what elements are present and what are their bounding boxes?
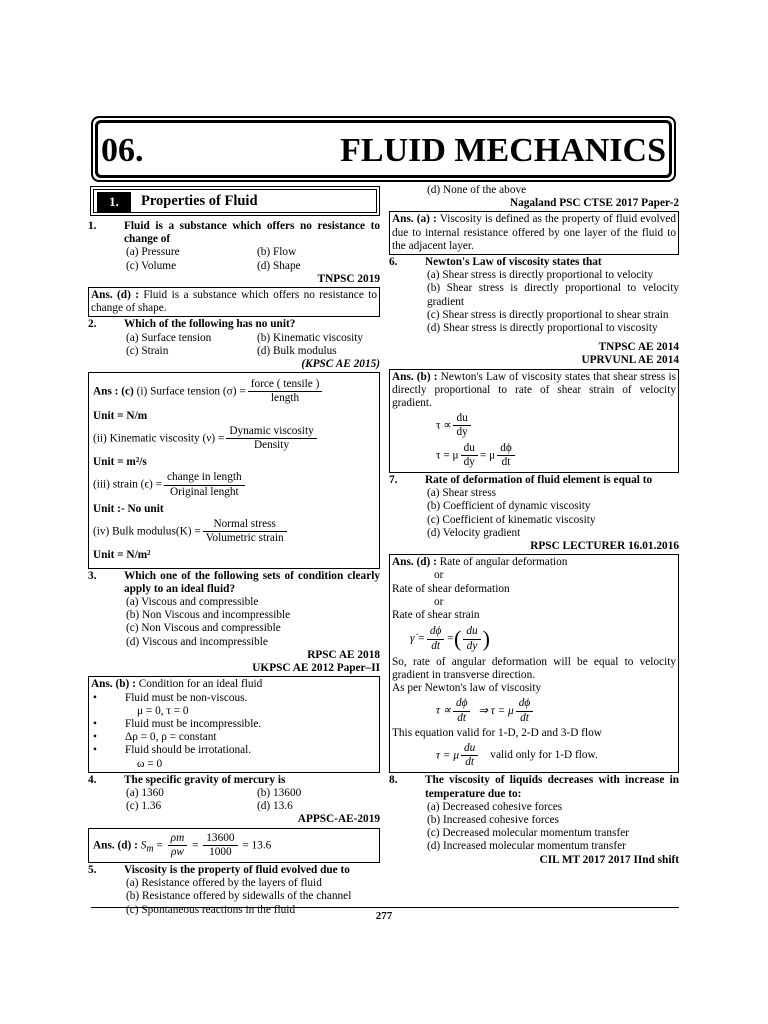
equals-sign: =	[156, 838, 163, 851]
option-d: (d) Viscous and incompressible	[126, 635, 268, 648]
equals-sign: =	[446, 632, 455, 645]
question-text: Rate of deformation of fluid element is equal to	[425, 474, 653, 487]
numerator: dϕ	[427, 625, 445, 639]
denominator: 1000	[209, 845, 232, 858]
answer-text: Rate of angular deformation	[439, 556, 568, 569]
answer-text: Newton's Law of viscosity states that shear stress is directly proportional to rate of shear strain of velocity gradient.	[392, 370, 676, 410]
question-text: Which one of the following sets of condition clearly apply to an ideal fluid?	[124, 569, 380, 595]
numerator: change in length	[164, 471, 245, 485]
section-title: Properties of Fluid	[141, 193, 258, 209]
option-d: (d) Bulk modulus	[257, 344, 337, 357]
option-d: (d) None of the above	[427, 184, 527, 196]
unit-line: Unit = N/m	[93, 409, 148, 422]
unit-line: Unit = N/m²	[93, 549, 151, 562]
option-a: (a) Decreased cohesive forces	[427, 800, 563, 813]
footer-rule	[91, 907, 679, 908]
options-row	[88, 800, 380, 813]
formula-label: τ ∝	[436, 419, 452, 432]
bullet-text: Fluid must be non-viscous.	[125, 691, 248, 704]
unit-line: Unit :- No unit	[93, 502, 164, 515]
formula-label: (iii) strain (ϵ) =	[93, 478, 162, 491]
numerator: du	[461, 442, 478, 456]
answer-text: As per Newton's law of viscosity	[392, 682, 542, 695]
question-number: 7.	[389, 474, 398, 487]
bullet-item: • Fluid should be irrotational.	[93, 744, 252, 757]
answer-label: Ans. (d) :	[392, 556, 437, 569]
numerator: dϕ	[516, 697, 534, 711]
options-row	[88, 260, 380, 273]
option-b: (b) Non Viscous and incompressible	[126, 609, 291, 622]
question-text: Which of the following has no unit?	[124, 318, 296, 331]
answer-box: Ans. (d) : Rate of angular deformation or Rate of shear deformation or Rate of shear strain γ̇ = $\frac{d\phi}{dt}$ =( $\frac{du}{dy}$ ) So, rate of angular deformation will be equal to velocity gradient in transverse direction. As per Newton's law of viscosity τ ∝ $\frac{d\phi}{dt}$ ⇒ τ = μ $\frac{d\phi}{dt}$ This equation valid for 1-D, 2-D and 3-D flow τ = μ $\frac{du}{dt}$ valid only for 1-D flow.	[389, 554, 679, 773]
fraction	[453, 697, 471, 724]
option-c: (c) Strain	[126, 344, 169, 357]
options-row	[88, 246, 380, 259]
fraction	[164, 471, 245, 498]
option-c: (c) Non Viscous and compressible	[126, 622, 281, 635]
question-7	[389, 474, 679, 487]
answer-label: Ans. (d) :	[93, 838, 138, 851]
option-d: (d) Velocity gradient	[427, 526, 521, 539]
option-b: (b) Flow	[257, 246, 297, 259]
option-b: (b) Increased cohesive forces	[427, 813, 560, 826]
bullet-text: Δρ = 0, ρ = constant	[125, 731, 217, 744]
denominator: dt	[501, 455, 511, 468]
fraction	[516, 697, 534, 724]
denominator: length	[270, 392, 300, 405]
question-number: 6.	[389, 256, 398, 269]
question-text: Viscosity is the property of fluid evolved due to	[124, 863, 350, 876]
bullet-subtext: ω = 0	[137, 757, 163, 770]
bullet-text: Fluid should be irrotational.	[125, 744, 252, 757]
numerator: du	[461, 742, 478, 756]
numerator: Normal stress	[203, 518, 287, 532]
option-b: (b) Kinematic viscosity	[257, 331, 364, 344]
fraction	[248, 378, 323, 405]
fraction	[463, 625, 480, 652]
fraction	[497, 442, 515, 469]
formula-subscript: m	[146, 843, 154, 855]
answer-box	[88, 676, 380, 772]
exam-source: UKPSC AE 2012 Paper–II	[252, 662, 380, 675]
answer-text: This equation valid for 1-D, 2-D and 3-D flow	[392, 726, 602, 739]
result: = 13.6	[242, 838, 272, 851]
option-a: (a) Shear stress	[427, 487, 497, 500]
denominator: dt	[457, 711, 467, 724]
answer-label: Ans. (b) :	[392, 370, 438, 383]
option-b: (b) Resistance offered by sidewalls of the channel	[126, 890, 352, 903]
option-d: (d) Increased molecular momentum transfer	[427, 840, 626, 853]
numerator: 13600	[203, 832, 237, 846]
exam-source: CIL MT 2017 2017 IInd shift	[539, 853, 679, 866]
numerator: ρm	[168, 832, 188, 846]
question-text: Newton's Law of viscosity states that	[425, 256, 602, 269]
denominator: dt	[465, 756, 475, 769]
denominator: ρw	[170, 845, 184, 858]
unit-line: Unit = m²/s	[93, 456, 147, 469]
question-number: 3.	[88, 569, 97, 582]
question-number: 1.	[88, 220, 97, 232]
answer-box	[88, 287, 380, 317]
page-number: 277	[375, 910, 393, 922]
option-c: (c) Spontaneous reactions in the fluid	[126, 903, 296, 916]
exam-source: (KPSC AE 2015)	[301, 358, 380, 371]
answer-box	[389, 369, 679, 473]
right-column	[389, 184, 679, 867]
question-number: 4.	[88, 773, 97, 786]
answer-label: Ans : (c)	[93, 385, 134, 398]
option-a: (a) 1360	[126, 786, 164, 799]
exam-source: APPSC-AE-2019	[297, 813, 380, 826]
exam-source: UPRVUNL AE 2014	[581, 354, 679, 367]
answer-text: Condition for an ideal fluid	[138, 678, 263, 691]
denominator: Original lenght	[169, 485, 239, 498]
answer-label: Ans. (d) :	[91, 289, 139, 302]
question-6	[389, 256, 679, 269]
option-c: (c) Coefficient of kinematic viscosity	[427, 513, 596, 526]
exam-source: TNPSC 2019	[317, 272, 380, 285]
answer-box	[88, 372, 380, 568]
answer-box	[389, 211, 679, 255]
question-number: 5.	[88, 863, 97, 876]
formula-symbol: S	[140, 838, 147, 851]
answer-text: So, rate of angular deformation will be equal to velocity gradient in transverse direction.	[392, 655, 676, 681]
formula-label: γ̇ =	[410, 632, 425, 645]
option-a: (a) Surface tension	[126, 331, 212, 344]
numerator: du	[463, 625, 480, 639]
answer-text: Fluid is a substance which offers no resistance to change of shape.	[91, 289, 377, 315]
option-text: (d) Shear stress is directly proportional to viscosity	[427, 322, 658, 335]
section-heading	[90, 186, 380, 216]
denominator: Density	[253, 439, 290, 452]
numerator: du	[453, 412, 470, 426]
answer-text: or	[434, 569, 444, 582]
fraction	[461, 742, 478, 769]
question-text: The specific gravity of mercury is	[124, 773, 286, 786]
fraction	[226, 425, 316, 452]
question-4	[88, 774, 380, 787]
denominator: dy	[456, 426, 468, 439]
formula-label: = μ	[479, 448, 496, 461]
option-text: (b) Shear stress is directly proportional to velocity gradient	[427, 282, 679, 308]
fraction	[203, 832, 237, 859]
option-c	[389, 309, 679, 322]
option-text: (c) Shear stress is directly proportional to shear strain	[427, 308, 669, 321]
question-text: Fluid is a substance which offers no resistance to change of	[124, 220, 380, 246]
exam-source: Nagaland PSC CTSE 2017 Paper-2	[509, 197, 679, 210]
fraction	[168, 832, 188, 859]
option-c: (c) Volume	[126, 259, 177, 272]
bullet-item: • Fluid must be non-viscous.	[93, 691, 248, 704]
question-5	[88, 864, 380, 877]
bullet-subtext: μ = 0, τ = 0	[137, 704, 189, 717]
question-2	[88, 318, 380, 331]
question-1	[88, 220, 380, 246]
bullet-item: • Δρ = 0, ρ = constant	[93, 731, 217, 744]
answer-text: Viscosity is defined as the property of fluid evolved due to internal resistance offered by one layer of the fluid to the adjacent layer.	[392, 213, 676, 252]
option-d: (d) 13.6	[257, 800, 293, 813]
question-8	[389, 774, 679, 800]
left-column	[88, 186, 380, 917]
formula-note: valid only for 1-D flow.	[490, 749, 598, 762]
question-number: 8.	[389, 774, 398, 787]
option-c: (c) Decreased molecular momentum transfer	[427, 827, 629, 840]
section-number: 1.	[97, 192, 131, 212]
formula-label: τ ∝	[436, 704, 451, 717]
fraction	[453, 412, 470, 439]
formula-label: (ii) Kinematic viscosity (ν) =	[93, 432, 225, 445]
numerator: dϕ	[497, 442, 515, 456]
bullet-text: Fluid must be incompressible.	[125, 717, 262, 730]
formula-label: ⇒ τ = μ	[478, 704, 514, 717]
question-number: 2.	[88, 318, 97, 331]
answer-text: Rate of shear deformation	[392, 582, 510, 595]
answer-box	[88, 828, 380, 863]
chapter-number: 06.	[101, 132, 144, 169]
denominator: dt	[431, 639, 441, 652]
option-c: (c) 1.36	[126, 800, 162, 813]
option-b	[389, 282, 679, 308]
exam-source: RPSC AE 2018	[307, 648, 380, 661]
bullet-item: • Fluid must be incompressible.	[93, 717, 262, 730]
formula-label: τ = μ	[436, 448, 459, 461]
options-row	[88, 787, 380, 800]
question-text: The viscosity of liquids decreases with increase in temperature due to:	[425, 774, 679, 800]
option-text: (a) Shear stress is directly proportional to velocity	[427, 269, 654, 282]
answer-label: Ans. (a) :	[392, 213, 437, 226]
option-b: (b) 13600	[257, 786, 302, 799]
formula-label: (i) Surface tension (σ) =	[136, 385, 246, 398]
option-b: (b) Coefficient of dynamic viscosity	[427, 500, 591, 513]
option-a: (a) Pressure	[126, 246, 180, 259]
fraction	[461, 442, 478, 469]
equals-sign: =	[192, 838, 199, 851]
answer-label: Ans. (b) :	[91, 678, 136, 691]
exam-source: RPSC LECTURER 16.01.2016	[530, 540, 679, 553]
denominator: dy	[463, 455, 475, 468]
option-d	[389, 322, 679, 335]
option-a: (a) Resistance offered by the layers of fluid	[126, 877, 322, 890]
numerator: Dynamic viscosity	[226, 425, 316, 439]
denominator: dy	[466, 639, 478, 652]
answer-text: Rate of shear strain	[392, 609, 480, 622]
option-d: (d) Shape	[257, 259, 301, 272]
answer-text: or	[434, 595, 444, 608]
options-row	[88, 332, 380, 345]
numerator: dϕ	[453, 697, 471, 711]
exam-source: TNPSC AE 2014	[598, 341, 679, 354]
option-a: (a) Viscous and compressible	[126, 596, 259, 609]
fraction	[427, 625, 445, 652]
denominator: dt	[520, 711, 529, 724]
denominator: Volumetric strain	[205, 532, 284, 545]
options-row	[88, 345, 380, 358]
fraction	[203, 518, 287, 545]
option-a	[389, 269, 679, 282]
formula-label: (iv) Bulk modulus(K) =	[93, 525, 201, 538]
question-3	[88, 570, 380, 596]
numerator: force ( tensile )	[248, 378, 323, 392]
chapter-title: FLUID MECHANICS	[340, 132, 666, 169]
formula-label: τ = μ	[436, 749, 459, 762]
